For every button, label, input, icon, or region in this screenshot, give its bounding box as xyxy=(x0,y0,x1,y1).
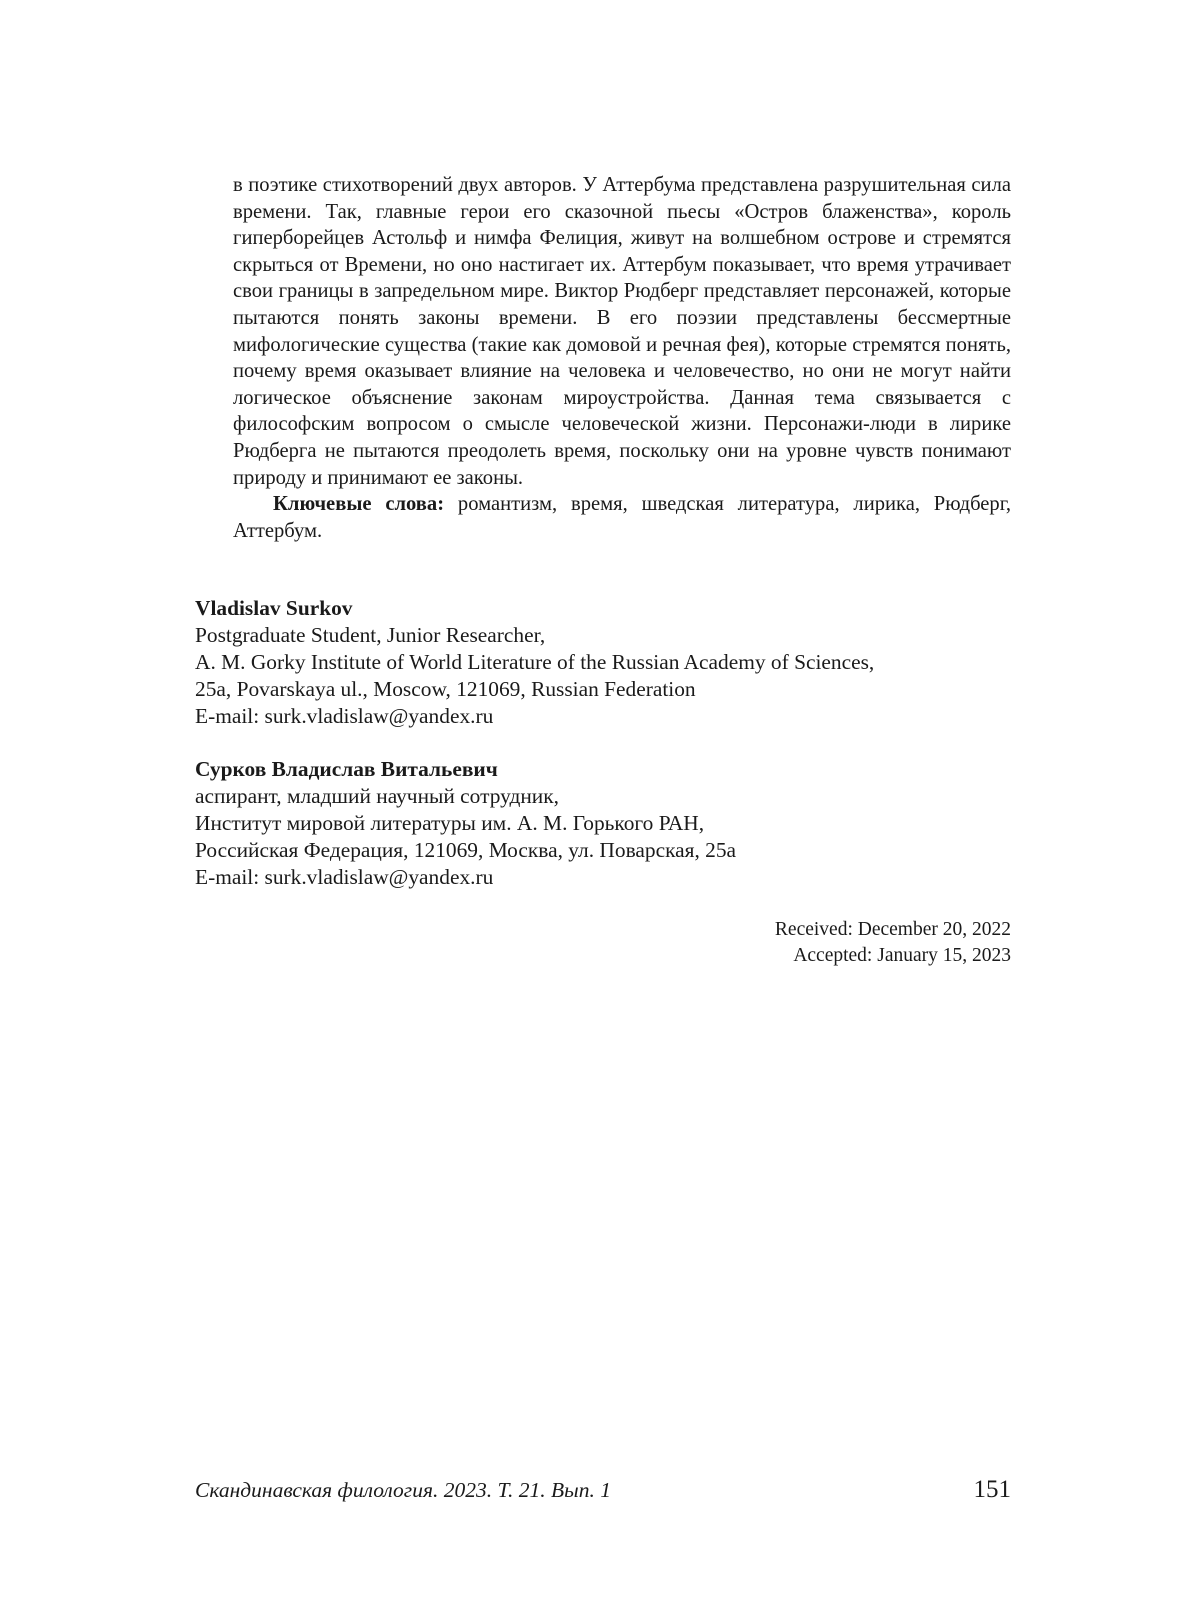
journal-citation: Скандинавская филология. 2023. Т. 21. Вып. 1 xyxy=(195,1478,611,1502)
author-email-english: E-mail: surk.vladislaw@yandex.ru xyxy=(195,704,494,728)
author-info-russian xyxy=(195,756,1015,891)
author-institution-english: A. M. Gorky Institute of World Literature of the Russian Academy of Sciences, xyxy=(195,650,875,674)
page-number: 151 xyxy=(973,1476,1011,1503)
article-dates xyxy=(775,917,1011,969)
author-institution-russian: Институт мировой литературы им. А. М. Горького РАН, xyxy=(195,811,705,835)
author-info-english xyxy=(195,595,1015,730)
author-email-russian: E-mail: surk.vladislaw@yandex.ru xyxy=(195,865,494,889)
keywords-text: романтизм, время, шведская литература, лирика, Рюдберг, Аттербум. xyxy=(233,493,1011,542)
abstract-block xyxy=(233,172,1011,544)
author-name-russian: Сурков Владислав Витальевич xyxy=(195,757,498,781)
author-address-english: 25a, Povarskaya ul., Moscow, 121069, Russian Federation xyxy=(195,677,696,701)
author-name-english: Vladislav Surkov xyxy=(195,596,353,620)
accepted-date: Accepted: January 15, 2023 xyxy=(793,945,1011,966)
keywords-label: Ключевые слова: xyxy=(273,493,445,516)
abstract-text: в поэтике стихотворений двух авторов. У Аттербума представлена разрушительная сила времени. Так, главные герои его сказочной пьесы «Остров блаженства», король гиперборейцев Астольф и нимфа Фелиция, живут на волшебном острове и стремятся скрыться от Времени, но оно настигает их. Аттербум показывает, что время утрачивает свои границы в запредельном мире. Виктор Рюдберг представляет персонажей, которые пытаются понять законы времени. В его поэзии представлены бессмертные мифологические существа (такие как домовой и речная фея), которые стремятся понять, почему время оказывает влияние на человека и человечество, но они не могут найти логическое объяснение законам мироустройства. Данная тема связывается с философским вопросом о смысле человеческой жизни. Персонажи-люди в лирике Рюдберга не пытаются преодолеть время, поскольку они на уровне чувств понимают природу и принимают ее законы. xyxy=(233,174,1011,489)
author-position-english: Postgraduate Student, Junior Researcher, xyxy=(195,623,546,647)
page-footer xyxy=(195,1476,1011,1510)
keywords-paragraph xyxy=(233,491,1011,544)
author-address-russian: Российская Федерация, 121069, Москва, ул. Поварская, 25а xyxy=(195,838,737,862)
received-date: Received: December 20, 2022 xyxy=(774,919,1011,940)
author-position-russian: аспирант, младший научный сотрудник, xyxy=(195,784,559,808)
